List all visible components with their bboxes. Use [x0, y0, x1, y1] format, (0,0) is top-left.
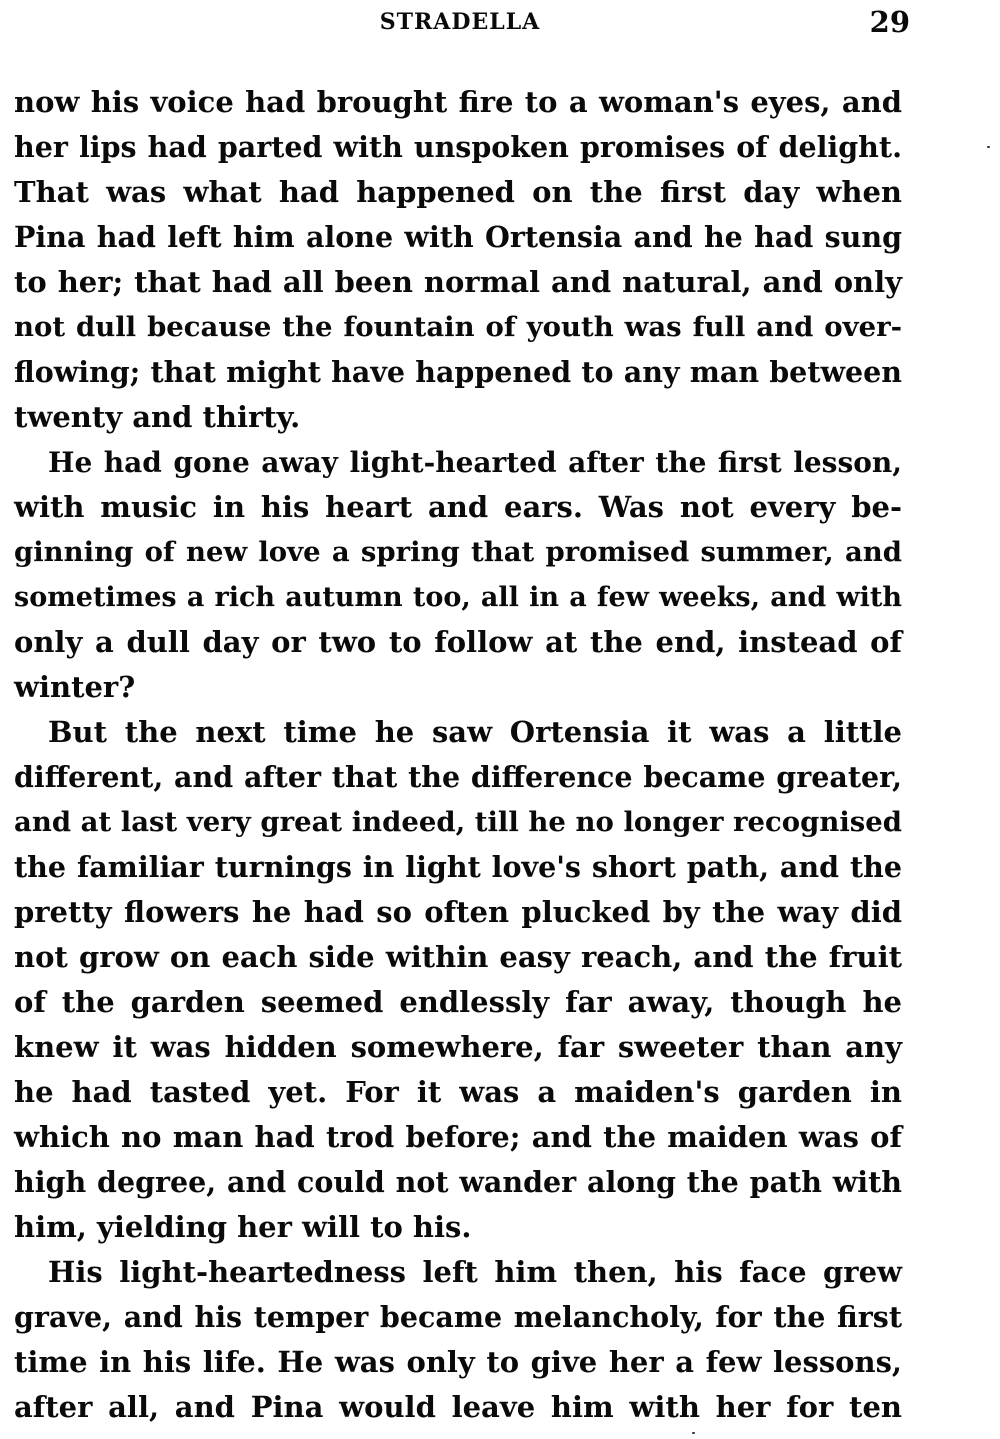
running-title: STRADELLA [379, 9, 541, 35]
text-line: and at last very great indeed, till he no longer recognised [14, 806, 902, 838]
paragraph-3 [14, 710, 902, 1250]
text-line: That was what had happened on the first day when [14, 175, 902, 209]
text-line: Pina had left him alone with Ortensia and he had sung [14, 220, 902, 254]
text-line: twenty and thirty. [14, 400, 301, 434]
paragraph-2 [14, 440, 902, 710]
text-line: different, and after that the difference became greater, [14, 760, 902, 794]
body-text [14, 80, 902, 1430]
scan-speck [987, 146, 990, 148]
text-line: which no man had trod before; and the maiden was of [14, 1120, 902, 1154]
text-line: winter? [14, 670, 136, 704]
text-line: only a dull day or two to follow at the end, instead of [14, 625, 902, 659]
text-line: But the next time he saw Ortensia it was a little [48, 715, 902, 749]
text-line: of the garden seemed endlessly far away, though he [14, 985, 902, 1019]
page-number: 29 [869, 5, 910, 39]
text-line: him, yielding her will to his. [14, 1210, 472, 1244]
text-line: not grow on each side within easy reach, and the fruit [14, 940, 902, 974]
text-line: not dull because the fountain of youth was full and over- [14, 311, 902, 343]
text-line: to her; that had all been normal and natural, and only [14, 265, 902, 299]
text-line: sometimes a rich autumn too, all in a few weeks, and with [14, 582, 902, 613]
text-line: he had tasted yet. For it was a maiden's garden in [14, 1075, 902, 1109]
text-line: ginning of new love a spring that promised summer, and [14, 536, 902, 568]
text-line: knew it was hidden somewhere, far sweeter than any [14, 1030, 902, 1064]
text-line: after all, and Pina would leave him with her for ten [14, 1390, 902, 1424]
text-line: grave, and his temper became melancholy, for the first [14, 1300, 902, 1334]
text-line: time in his life. He was only to give her a few lessons, [14, 1345, 902, 1379]
scan-speck [692, 1432, 695, 1434]
text-line: the familiar turnings in light love's short path, and the [14, 850, 902, 884]
text-line: with music in his heart and ears. Was not every be- [14, 490, 902, 524]
text-line: His light-heartedness left him then, his face grew [48, 1255, 902, 1289]
text-line: now his voice had brought fire to a woman's eyes, and [14, 85, 902, 119]
text-line: He had gone away light-hearted after the first lesson, [48, 446, 902, 479]
running-header [10, 4, 910, 40]
paragraph-4 [14, 1250, 902, 1430]
text-line: pretty flowers he had so often plucked by the way did [14, 895, 902, 929]
text-line: her lips had parted with unspoken promises of delight. [14, 130, 902, 164]
text-line: flowing; that might have happened to any man between [14, 355, 902, 389]
paragraph-1 [14, 80, 902, 440]
text-line: high degree, and could not wander along the path with [14, 1165, 902, 1199]
